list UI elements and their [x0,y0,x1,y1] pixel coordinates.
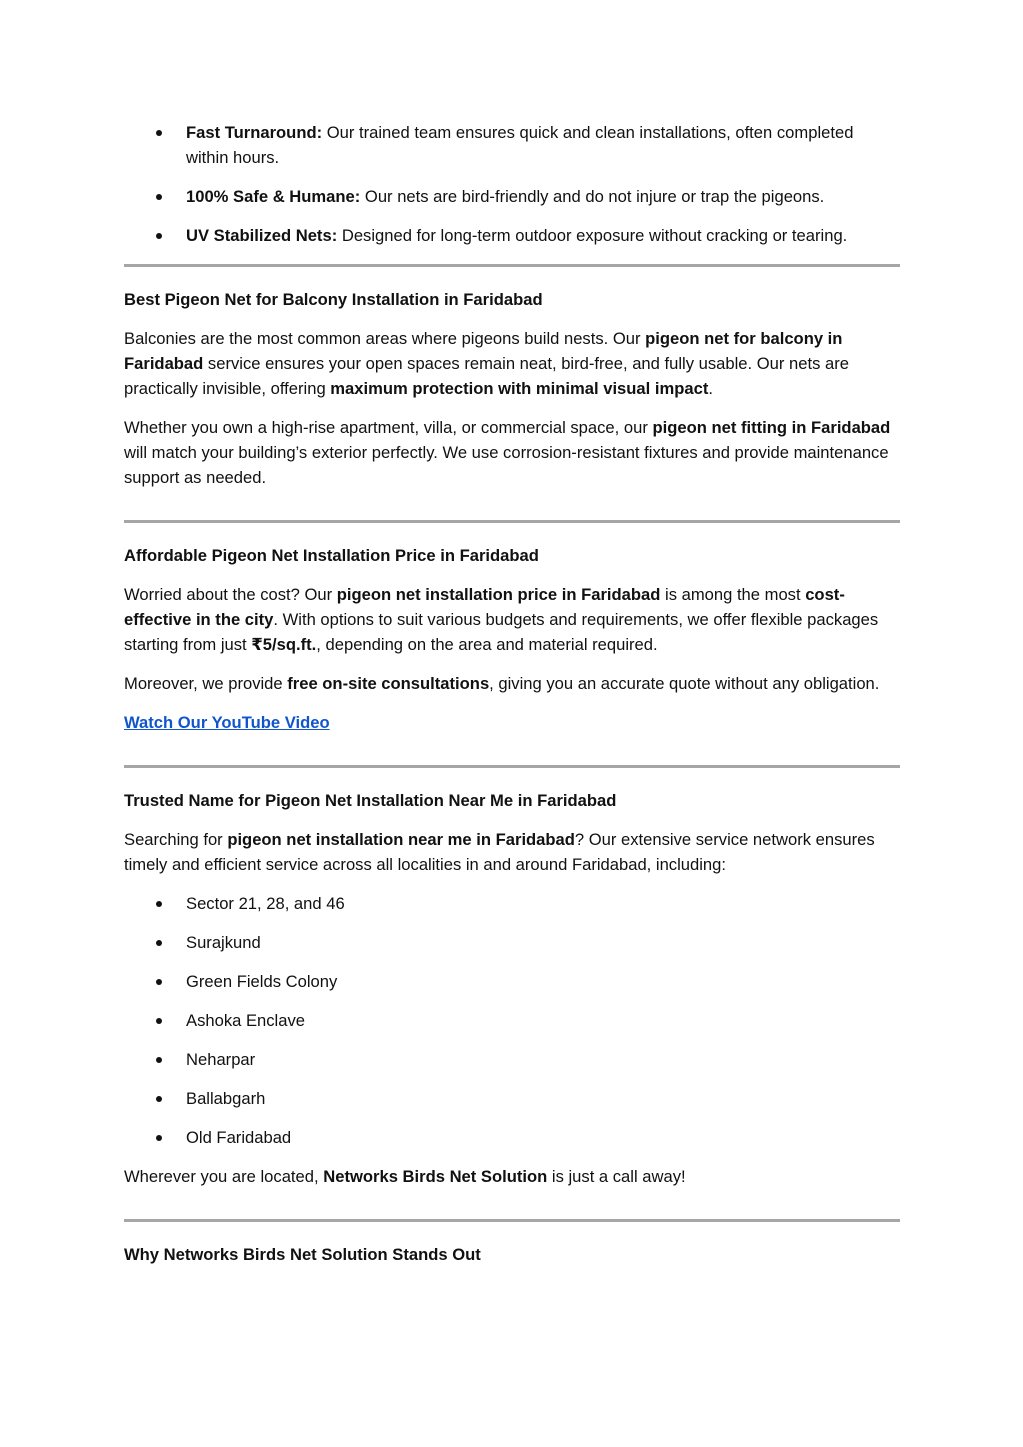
paragraph: Wherever you are located, Networks Birds Net Solution is just a call away! [124,1167,686,1186]
list-item: Old Faridabad [124,1125,900,1150]
list-item: Fast Turnaround: Our trained team ensures quick and clean installations, often completed within hours. [124,120,900,170]
section-divider [124,1219,900,1222]
section-heading-balcony: Best Pigeon Net for Balcony Installation in Faridabad [124,290,543,309]
section-divider [124,520,900,523]
list-item: Surajkund [124,930,900,955]
youtube-video-link[interactable]: Watch Our YouTube Video [124,713,330,732]
section-divider [124,765,900,768]
section-heading-why: Why Networks Birds Net Solution Stands Out [124,1245,481,1264]
document-page [124,120,900,1267]
paragraph: Whether you own a high-rise apartment, villa, or commercial space, our pigeon net fitting in Faridabad will match your building’s exterior perfectly. We use corrosion-resistant fixtures and provide maintenance support as needed. [124,418,891,487]
paragraph [124,710,900,735]
section-heading-price: Affordable Pigeon Net Installation Price in Faridabad [124,546,539,565]
list-item: Ballabgarh [124,1086,900,1111]
list-item: Sector 21, 28, and 46 [124,891,900,916]
list-item: Ashoka Enclave [124,1008,900,1033]
list-item: UV Stabilized Nets: Designed for long-term outdoor exposure without cracking or tearing. [124,223,900,248]
paragraph: Searching for pigeon net installation near me in Faridabad? Our extensive service network ensures timely and efficient service across all localities in and around Faridabad, including: [124,830,875,874]
paragraph: Worried about the cost? Our pigeon net installation price in Faridabad is among the most cost-effective in the city. With options to suit various budgets and requirements, we offer flexible packages starting from just ₹5/sq.ft., depending on the area and material required. [124,585,879,654]
section-divider [124,264,900,267]
list-item: Neharpar [124,1047,900,1072]
localities-list [124,891,900,1150]
list-item: Green Fields Colony [124,969,900,994]
features-list [124,120,900,248]
section-heading-near: Trusted Name for Pigeon Net Installation Near Me in Faridabad [124,791,617,810]
paragraph: Moreover, we provide free on-site consultations, giving you an accurate quote without any obligation. [124,674,880,693]
list-item: 100% Safe & Humane: Our nets are bird-friendly and do not injure or trap the pigeons. [124,184,900,209]
paragraph: Balconies are the most common areas where pigeons build nests. Our pigeon net for balcony in Faridabad service ensures your open spaces remain neat, bird-free, and fully usable. Our nets are practically invisible, offering maximum protection with minimal visual impact. [124,329,849,398]
